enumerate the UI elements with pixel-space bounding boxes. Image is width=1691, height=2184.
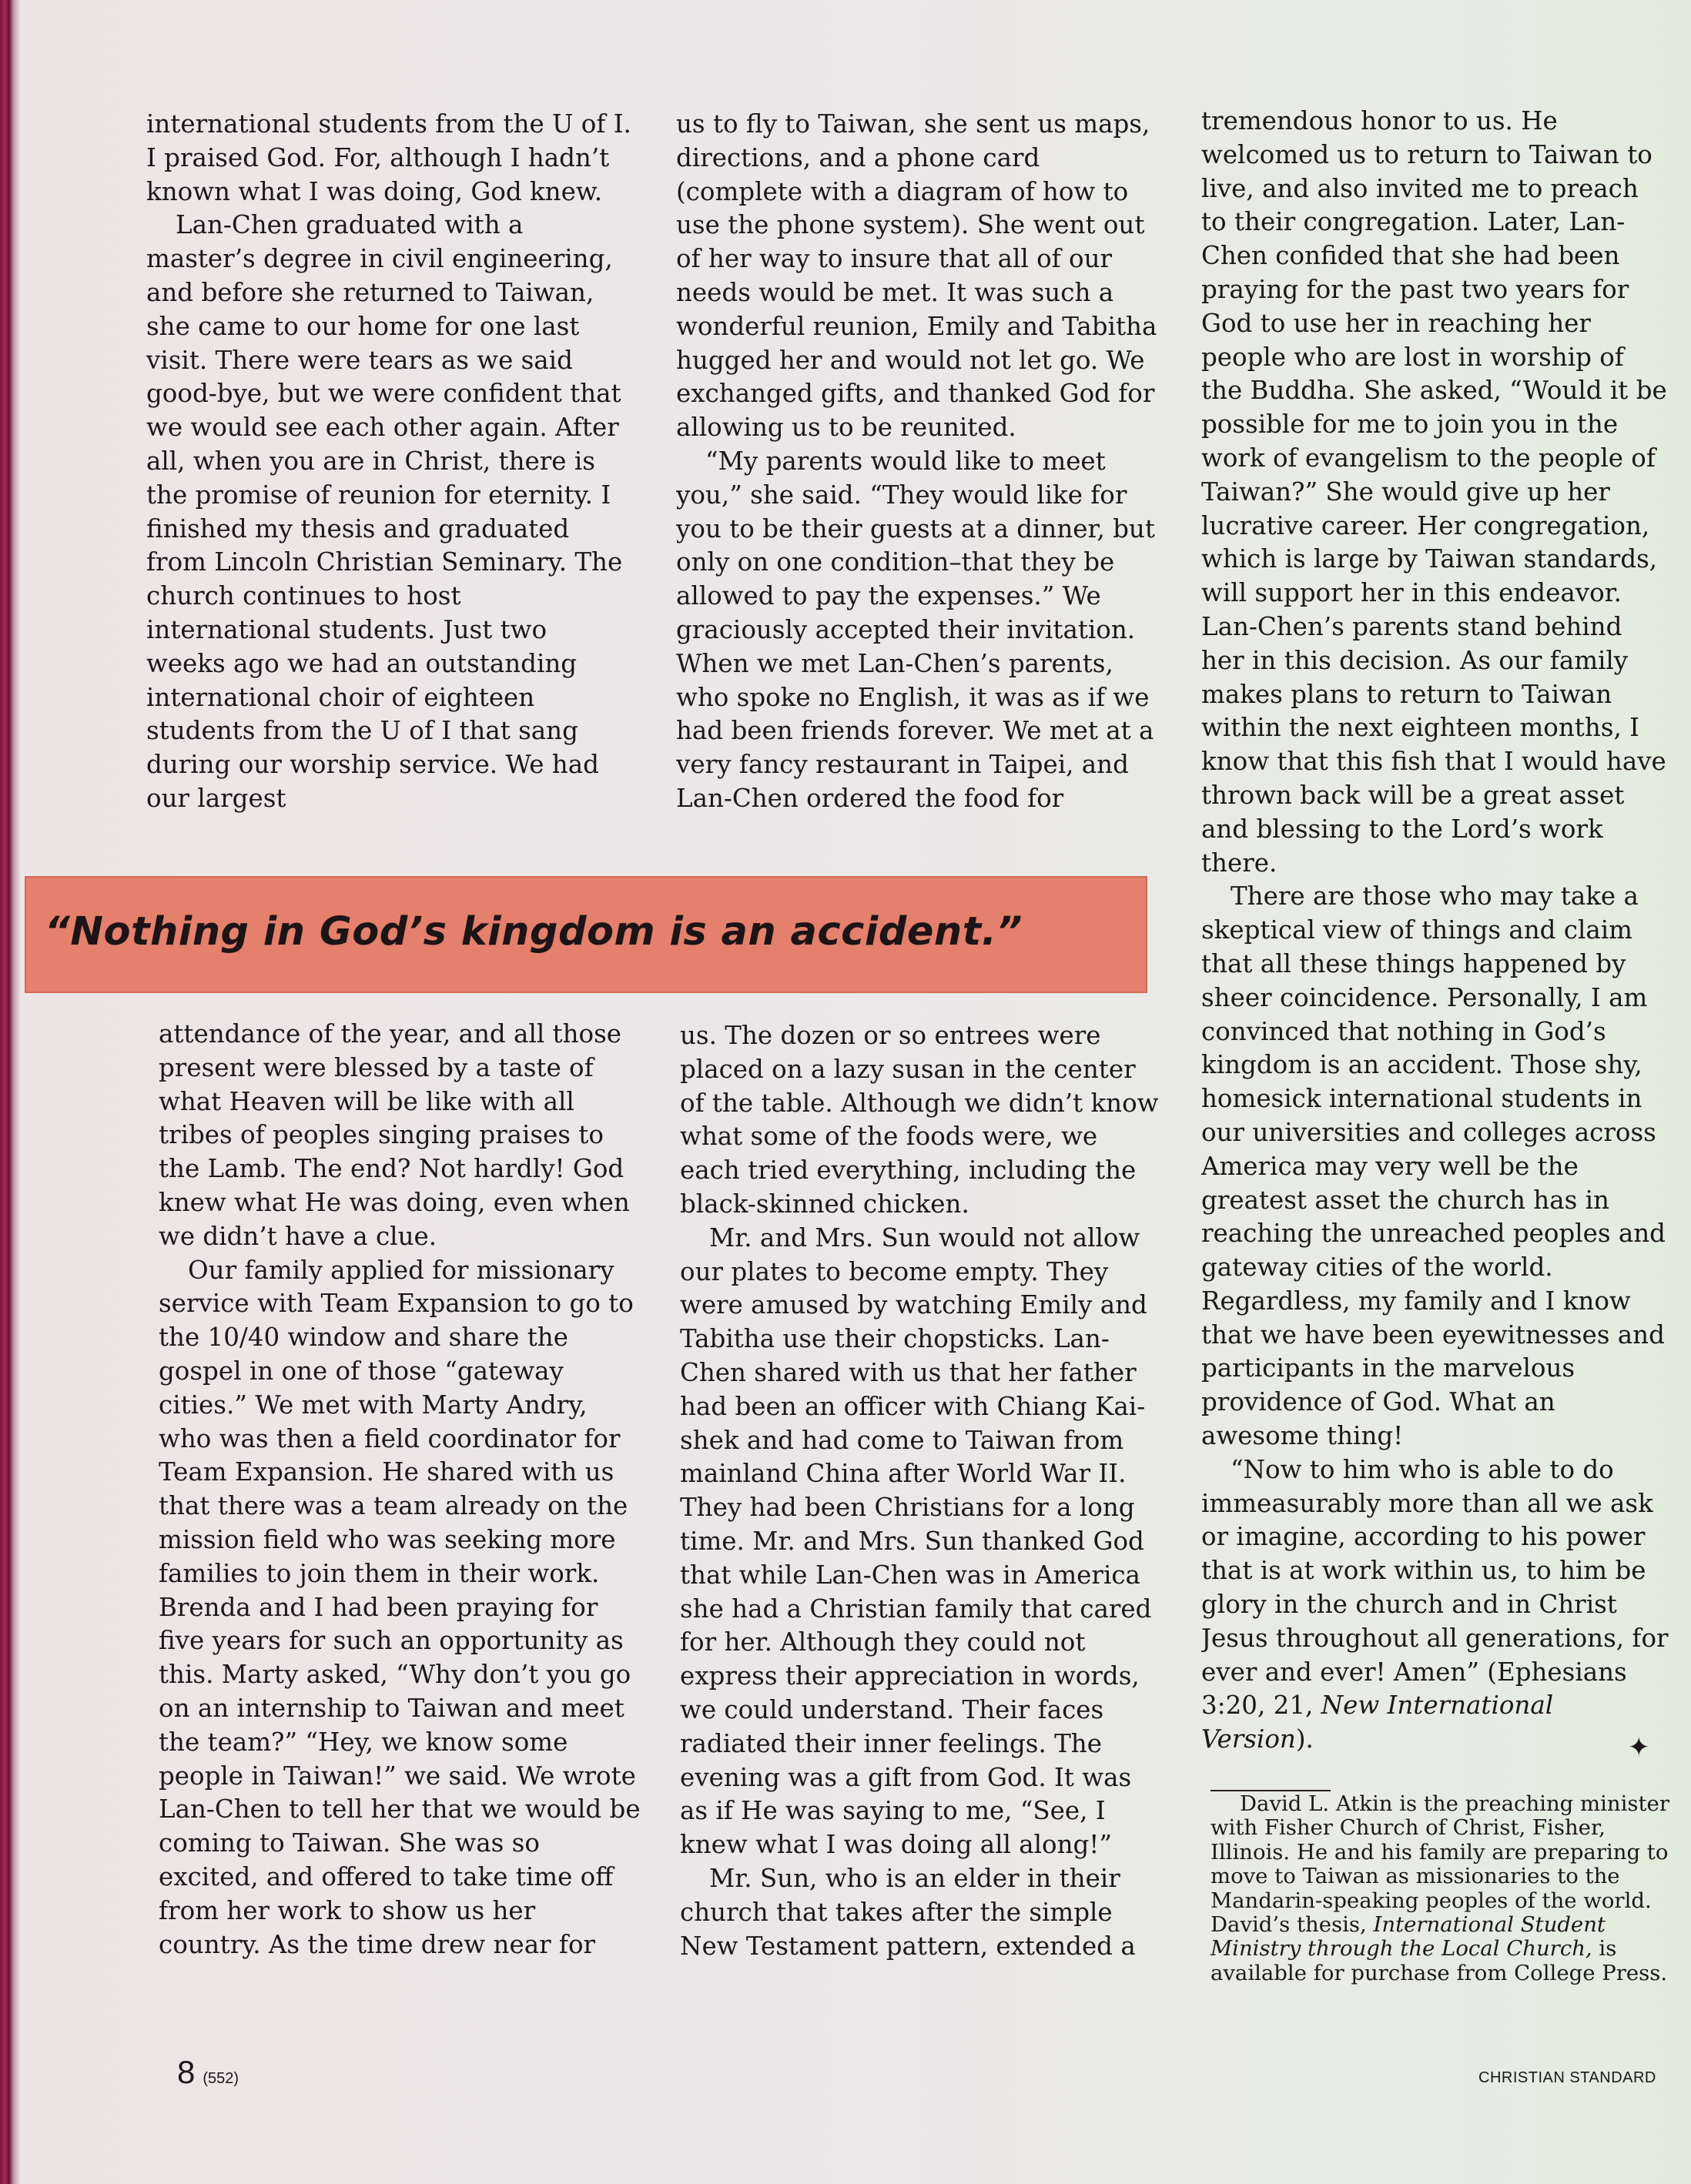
end-of-article-icon: ✦	[1628, 1732, 1650, 1763]
paragraph	[680, 1019, 1165, 1222]
magazine-masthead: CHRISTIAN STANDARD	[1478, 2069, 1656, 2086]
article-column-2-top	[676, 108, 1161, 816]
paragraph	[1201, 1453, 1671, 1757]
page-folio	[177, 2054, 239, 2091]
paragraph-text: Our family applied for missionary service with Team Expansion to go to the 10/40 window and share the gospel in one of those “gateway cities.” We met with Marty Andry, who was then a field coordinator for Team Expansion. He shared with us that there was a team already on the mission field who was seeking more families to join them in their work. Brenda and I had been praying for five years for such an opportunity as this. Marty asked, “Why don’t you go on an internship to Taiwan and meet the team?” “Hey, we know some people in Taiwan!” we said. We wrote Lan-Chen to tell her that we would be coming to Taiwan. She was so excited, and offered to take time off from her work to show us her country. As the time drew near for	[159, 1255, 641, 1959]
author-bio-text	[1210, 1792, 1680, 1985]
page-number: 8	[177, 2054, 196, 2090]
author-bio-tail: is available for purchase from College Press.	[1210, 1936, 1668, 1985]
paragraph	[1201, 105, 1671, 880]
paragraph-text: us to fly to Taiwan, she sent us maps, directions, and a phone card (complete with a diagram of how to use the phone system). She went out of her way to insure that all of our needs would be met. It was such a wonderful reunion, Emily and Tabitha hugged her and would not let go. We exchanged gifts, and thanked God for allowing us to be reunited.	[676, 109, 1157, 443]
paragraph-text: international students from the U of I. I praised God. For, although I hadn’t known what I was doing, God knew.	[146, 109, 631, 206]
article-column-3	[1201, 105, 1671, 1757]
paragraph-emphasis: New International Version	[1201, 1691, 1554, 1754]
paragraph-text: “Now to him who is able to do immeasurably more than all we ask or imagine, according to his power that is at work within us, to him be glory in the church and in Christ Jesus throughout all generations, for ever and ever! Amen” (Ephesians 3:20, 21,	[1201, 1454, 1669, 1721]
article-column-1-bottom	[159, 1018, 644, 1962]
article-column-1-top	[146, 108, 631, 816]
paragraph	[680, 1862, 1165, 1963]
paragraph-text: There are those who may take a skeptical view of things and claim that all these things happened by sheer coincidence. Personally, I am convinced that nothing in God’s kingdom is an accident. Those shy, homesick international students in our universities and colleges across America may very well be the greatest asset the church has in reaching the unreached peoples and gateway cities of the world. Regardless, my family and I know that we have been eyewitnesses and participants in the marvelous providence of God. What an awesome thing!	[1201, 881, 1666, 1451]
paragraph-text: us. The dozen or so entrees were placed on a lazy susan in the center of the table. Although we didn’t know what some of the foods were, we each tried everything, including the black-skinned chicken.	[680, 1021, 1159, 1219]
page-binding-edge	[0, 0, 20, 2184]
pull-quote-banner	[25, 876, 1147, 993]
paragraph	[680, 1222, 1165, 1862]
paragraph	[146, 209, 631, 815]
paragraph-text: Mr. Sun, who is an elder in their church that takes after the simple New Testament pattern, extended a	[680, 1863, 1136, 1961]
paragraph-text: Lan-Chen graduated with a master’s degree in civil engineering, and before she returned to Taiwan, she came to our home for one last visit. There were tears as we said good-bye, but we were confident that we would see each other again. After all, when you are in Christ, there is the promise of reunion for eternity. I finished my thesis and graduated from Lincoln Christian Seminary. The church continues to host international students. Just two weeks ago we had an outstanding international choir of eighteen students from the U of I that sang during our worship service. We had our largest	[146, 210, 623, 813]
author-bio	[1210, 1792, 1680, 1985]
article-column-2-bottom	[680, 1019, 1165, 1963]
page-sub-number: (552)	[203, 2070, 239, 2087]
author-bio-thesis-title: International Student Ministry through the Local Church,	[1210, 1912, 1606, 1962]
paragraph	[159, 1018, 644, 1254]
pull-quote-text: “Nothing in God’s kingdom is an accident.”	[45, 909, 1023, 955]
paragraph-text: “My parents would like to meet you,” she said. “They would like for you to be their guests at a dinner, but only on one condition–that they be allowed to pay the expenses.” We graciously accepted their invitation. When we met Lan-Chen’s parents, who spoke no English, it was as if we had been friends forever. We met at a very fancy restaurant in Taipei, and Lan-Chen ordered the food for	[676, 446, 1155, 813]
paragraph	[146, 108, 631, 209]
paragraph	[676, 108, 1161, 445]
paragraph-tail: ).	[1295, 1724, 1314, 1754]
paragraph	[1201, 880, 1671, 1453]
paragraph	[676, 445, 1161, 816]
paragraph-text: tremendous honor to us. He welcomed us to return to Taiwan to live, and also invited me to preach to their congregation. Later, Lan-Chen confided that she had been praying for the past two years for God to use her in reaching her people who are lost in worship of the Buddha. She asked, “Would it be possible for me to join you in the work of evangelism to the people of Taiwan?” She would give up her lucrative career. Her congregation, which is large by Taiwan standards, will support her in this endeavor. Lan-Chen’s parents stand behind her in this decision. As our family makes plans to return to Taiwan within the next eighteen months, I know that this fish that I would have thrown back will be a great asset and blessing to the Lord’s work there.	[1201, 106, 1667, 878]
author-bio-lead: David L. Atkin is the preaching minister with Fisher Church of Christ, Fisher, Illinois. He and his family are preparing to move to Taiwan as missionaries to the Mandarin-speaking peoples of the world. David’s thesis,	[1210, 1791, 1669, 1938]
paragraph-text: attendance of the year, and all those present were blessed by a taste of what Heaven will be like with all tribes of peoples singing praises to the Lamb. The end? Not hardly! God knew what He was doing, even when we didn’t have a clue.	[159, 1019, 630, 1251]
paragraph-text: Mr. and Mrs. Sun would not allow our plates to become empty. They were amused by watching Emily and Tabitha use their chopsticks. Lan-Chen shared with us that her father had been an officer with Chiang Kai-shek and had come to Taiwan from mainland China after World War II. They had been Christians for a long time. Mr. and Mrs. Sun thanked God that while Lan-Chen was in America she had a Christian family that cared for her. Although they could not express their appreciation in words, we could understand. Their faces radiated their inner feelings. The evening was a gift from God. It was as if He was saying to me, “See, I knew what I was doing all along!”	[680, 1222, 1152, 1860]
paragraph	[159, 1254, 644, 1962]
